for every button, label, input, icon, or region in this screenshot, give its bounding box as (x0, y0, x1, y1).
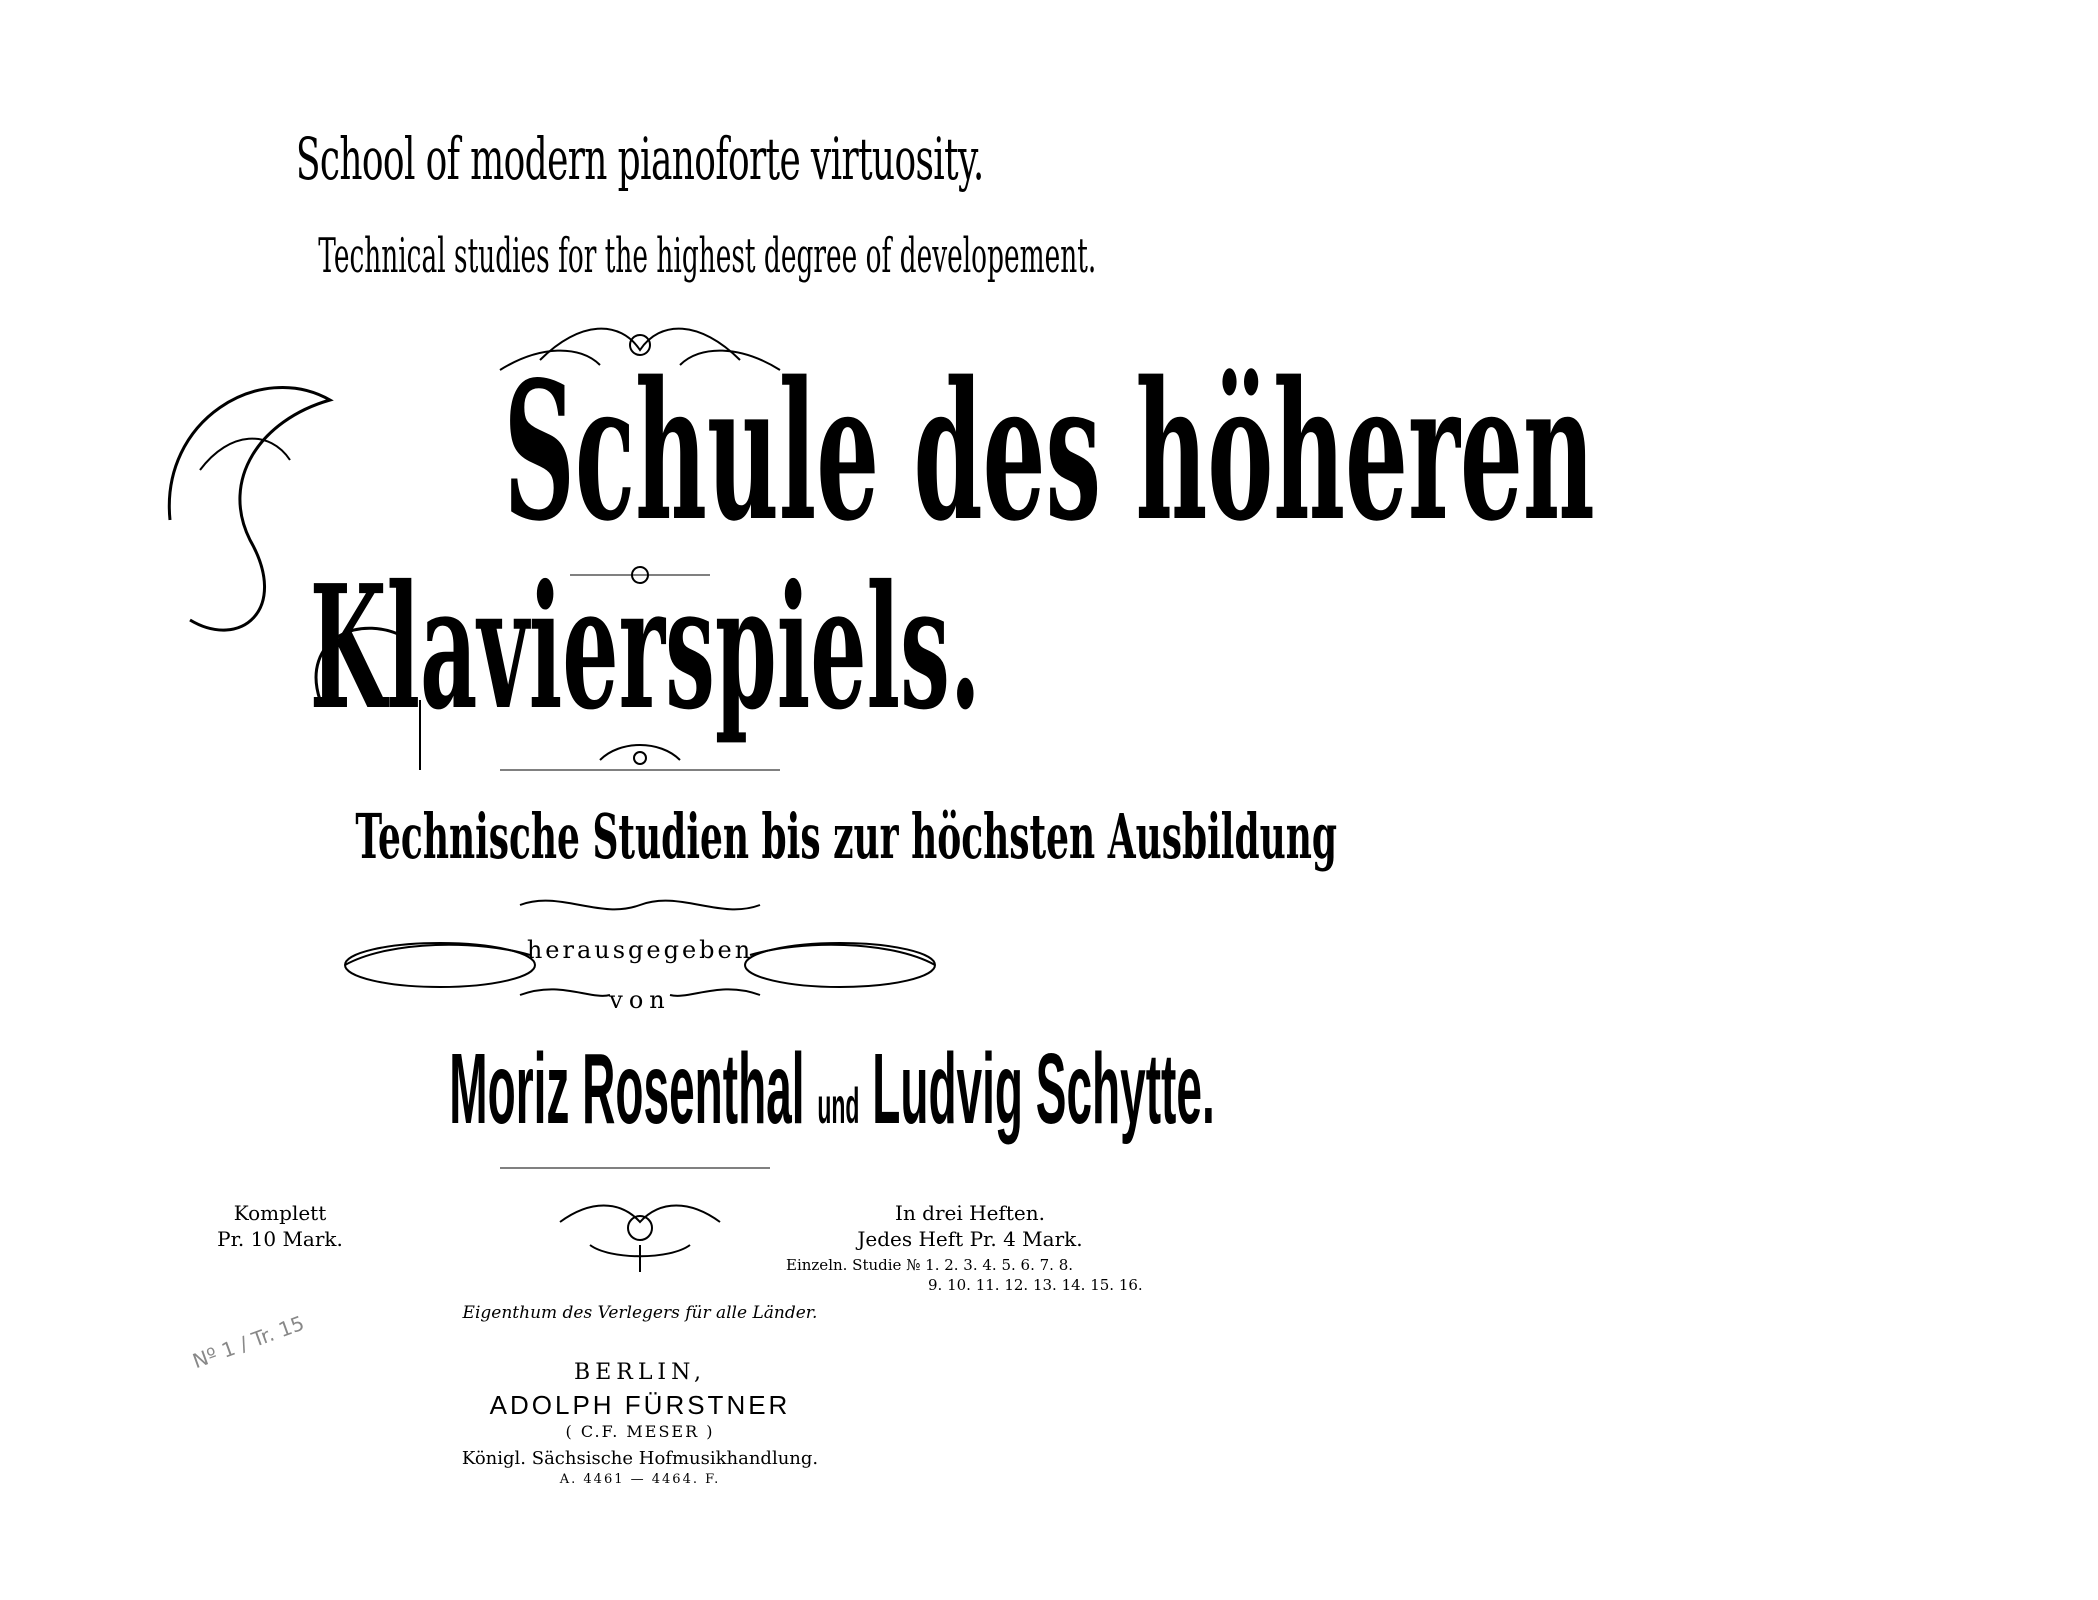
english-title-line1: School of modern pianoforte virtuosity. (296, 125, 984, 193)
main-title-line1: Schule des höheren (503, 340, 1595, 563)
german-subtitle: Technische Studien bis zur höchsten Ausbildung (355, 800, 1338, 873)
publisher-name: ADOLPH FÜRSTNER (489, 1390, 791, 1420)
author-conjunction: und (817, 1078, 860, 1134)
hefte-label: In drei Heften. (895, 1201, 1045, 1225)
hefte-price-block (770, 1200, 1170, 1252)
hefte-price: Jedes Heft Pr. 4 Mark. (857, 1227, 1083, 1251)
pencil-annotation: Nº 1 / Tr. 15 (189, 1310, 308, 1374)
einzeln-line1: Einzeln. Studie № 1. 2. 3. 4. 5. 6. 7. 8. (786, 1256, 1074, 1274)
authors (0, 1032, 1280, 1147)
publisher-former-name: ( C.F. MESER ) (565, 1422, 715, 1441)
publisher-title: Königl. Sächsische Hofmusikhandlung. (461, 1448, 819, 1469)
komplett-label: Komplett (233, 1201, 327, 1225)
publisher-city: BERLIN, (574, 1360, 706, 1385)
rights-notice: Eigenthum des Verlegers für alle Länder. (462, 1303, 818, 1323)
herausgegeben-label: herausgegeben (526, 936, 754, 964)
center-ornament (560, 1206, 720, 1223)
einzeln-line2: 9. 10. 11. 12. 13. 14. 15. 16. (928, 1276, 1143, 1294)
plate-number: A. 4461 — 4464. F. (559, 1472, 721, 1487)
komplett-price: Pr. 10 Mark. (217, 1227, 343, 1251)
main-title-line2: Klavierspiels. (309, 548, 981, 748)
von-label: von (609, 986, 671, 1014)
author-rosenthal: Moriz Rosenthal (449, 1033, 805, 1145)
author-schytte: Ludvig Schytte. (872, 1033, 1215, 1145)
english-title-line2: Technical studies for the highest degree of developement. (318, 228, 1097, 284)
komplett-price-block (200, 1200, 360, 1252)
